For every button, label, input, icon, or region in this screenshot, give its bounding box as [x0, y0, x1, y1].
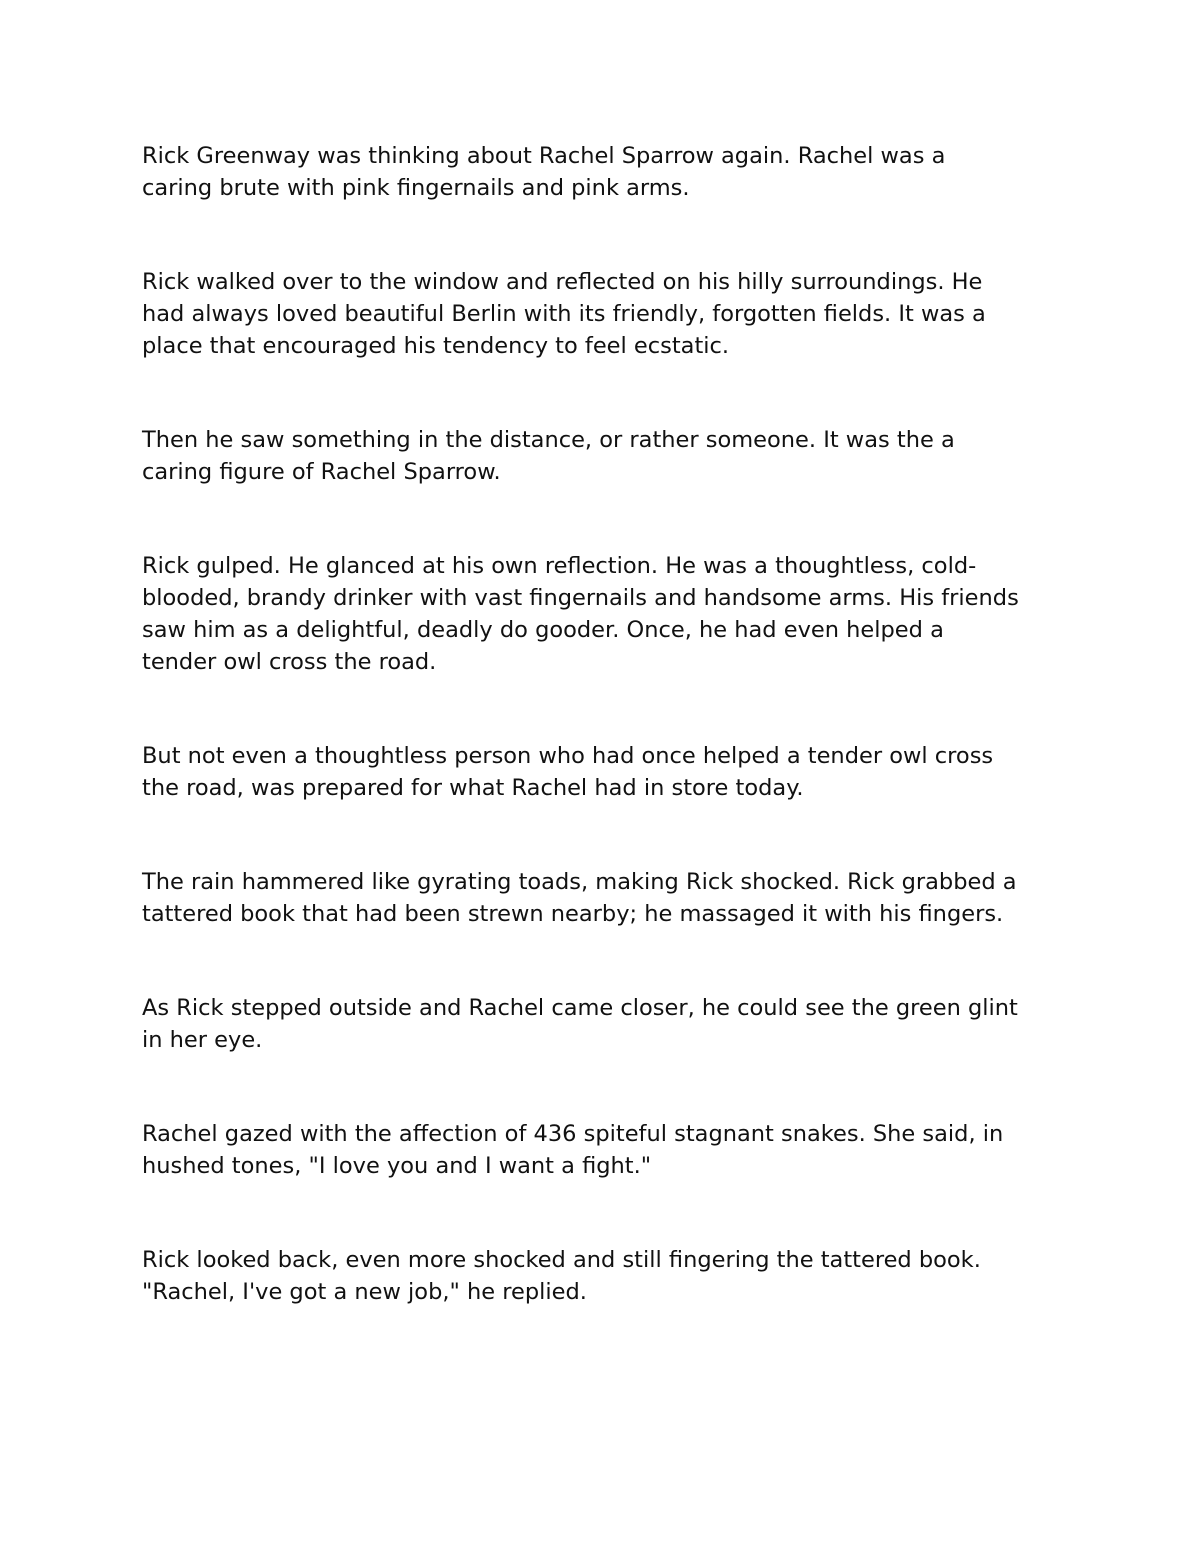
text-line: Then he saw something in the distance, or rather someone. It was the a: [142, 427, 955, 453]
paragraph: [142, 140, 1072, 204]
text-line: "Rachel, I've got a new job," he replied.: [142, 1279, 587, 1305]
text-line: the road, was prepared for what Rachel had in store today.: [142, 775, 804, 801]
text-line: Rick looked back, even more shocked and still fingering the tattered book.: [142, 1247, 981, 1273]
text-line: Rachel gazed with the affection of 436 spiteful stagnant snakes. She said, in: [142, 1121, 1004, 1147]
text-line: Rick Greenway was thinking about Rachel Sparrow again. Rachel was a: [142, 143, 946, 169]
text-line: Rick walked over to the window and reflected on his hilly surroundings. He: [142, 269, 983, 295]
text-line: had always loved beautiful Berlin with its friendly, forgotten fields. It was a: [142, 301, 986, 327]
paragraph: [142, 992, 1072, 1056]
text-line: tattered book that had been strewn nearby; he massaged it with his fingers.: [142, 901, 1004, 927]
paragraph: [142, 424, 1072, 488]
paragraph: [142, 740, 1072, 804]
text-line: But not even a thoughtless person who had once helped a tender owl cross: [142, 743, 994, 769]
story-text: [142, 140, 1072, 1370]
paragraph: [142, 550, 1072, 678]
text-line: in her eye.: [142, 1027, 263, 1053]
text-line: hushed tones, "I love you and I want a fight.": [142, 1153, 652, 1179]
paragraph: [142, 1244, 1072, 1308]
text-line: blooded, brandy drinker with vast fingernails and handsome arms. His friends: [142, 585, 1019, 611]
text-line: saw him as a delightful, deadly do gooder. Once, he had even helped a: [142, 617, 944, 643]
paragraph: [142, 266, 1072, 362]
text-line: tender owl cross the road.: [142, 649, 437, 675]
text-line: As Rick stepped outside and Rachel came closer, he could see the green glint: [142, 995, 1018, 1021]
text-line: Rick gulped. He glanced at his own reflection. He was a thoughtless, cold-: [142, 553, 977, 579]
paragraph: [142, 1118, 1072, 1182]
text-line: The rain hammered like gyrating toads, making Rick shocked. Rick grabbed a: [142, 869, 1017, 895]
text-line: place that encouraged his tendency to feel ecstatic.: [142, 333, 730, 359]
paragraph: [142, 866, 1072, 930]
text-line: caring brute with pink fingernails and pink arms.: [142, 175, 690, 201]
text-line: caring figure of Rachel Sparrow.: [142, 459, 501, 485]
